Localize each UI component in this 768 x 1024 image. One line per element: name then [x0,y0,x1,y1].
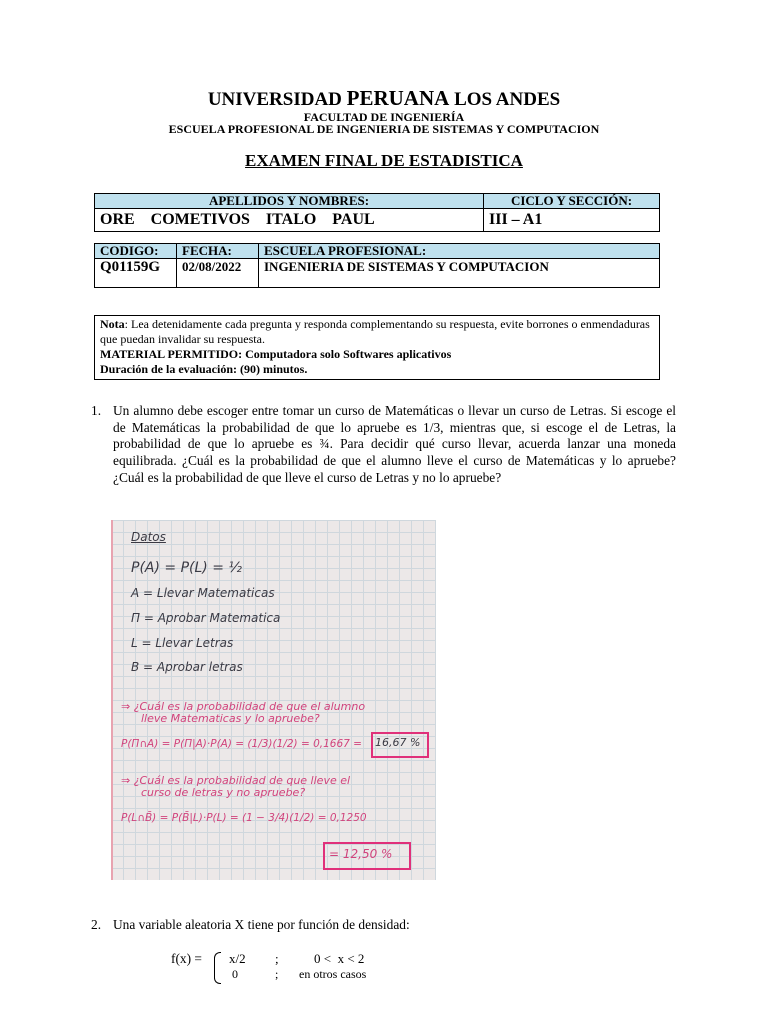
case1-cond: 0 < x < 2 [314,951,365,966]
hw-line: B = Aprobar letras [131,660,243,674]
case1-expr: x/2 [229,951,246,966]
hw-question: ⇒ ¿Cuál es la probabilidad de que lleve el [121,774,351,787]
question-number: 2. [91,917,102,932]
case1-sep: ; [275,951,279,966]
school-name: ESCUELA PROFESIONAL DE INGENIERIA DE SISTEMAS Y COMPUTACION [168,122,600,136]
hw-question: ⇒ ¿Cuál es la probabilidad de que el alumno [121,700,366,713]
cycle-value: III – A1 [484,209,660,232]
hw-line: L = Llevar Letras [131,636,234,650]
question-text: Un alumno debe escoger entre tomar un curso de Matemáticas o llevar un curso de Letras. Si escoge el de Matemáticas la probabilidad de que lo apruebe es 1/3, mientras que, si escoge el de Letras, la probabilidad de que lo apruebe es ¾. Para decidir qué curso llevar, acuerda lanzar una moneda equilibrada. ¿Cuál es la probabilidad de que el alumno lleve el curso de Matemáticas y lo apruebe? ¿Cuál es la probabilidad de que lleve el curso de Letras y no lo apruebe? [113,403,676,485]
handwritten-solution-photo [111,520,436,880]
names-value: ORE COMETIVOS ITALO PAUL [95,209,484,232]
density-function-label: f(x) = [171,951,202,966]
hw-line: Π = Aprobar Matematica [131,611,281,625]
code-label: CODIGO: [95,244,177,259]
faculty-name: FACULTAD DE INGENIERÍA [303,110,465,124]
university-title: UNIVERSIDAD PERUANA LOS ANDES [207,86,561,110]
hw-result: = 12,50 % [329,847,393,861]
hw-line: P(A) = P(L) = ½ [131,560,242,576]
student-info-table [94,193,660,232]
hw-formula: P(Π∩A) = P(Π|A)·P(A) = (1/3)(1/2) = 0,1667 = [121,738,362,750]
cycle-label: CICLO Y SECCIÓN: [484,194,660,209]
hw-question: curso de letras y no apruebe? [141,786,306,799]
hw-datos: Datos [131,530,166,544]
instructions-note: Nota: Lea detenidamente cada pregunta y responda complementando su respuesta, evite borrones o enmendaduras que puedan invalidar su respuesta. MATERIAL PERMITIDO: Computadora solo Softwares aplicativos Duración de la evaluación: (90) minutos. [94,315,660,380]
question-text: Una variable aleatoria X tiene por función de densidad: [113,917,410,932]
case2-sep: ; [275,967,279,981]
question-number: 1. [91,403,102,418]
names-label: APELLIDOS Y NOMBRES: [95,194,484,209]
school-label: ESCUELA PROFESIONAL: [259,244,660,259]
piecewise-brace [214,952,221,984]
student-code-table [94,243,660,288]
exam-title: EXAMEN FINAL DE ESTADISTICA [245,151,523,170]
case2-expr: 0 [232,967,238,981]
question-2 [91,917,676,934]
hw-formula: P(L∩B̄) = P(B̄|L)·P(L) = (1 − 3/4)(1/2) = 0,1250 [121,812,367,824]
code-value: Q01159G [95,259,177,288]
date-value: 02/08/2022 [177,259,259,288]
question-1 [91,403,676,487]
hw-line: A = Llevar Matematicas [131,586,275,600]
hw-result: 16,67 % [375,736,421,749]
date-label: FECHA: [177,244,259,259]
school-value: INGENIERIA DE SISTEMAS Y COMPUTACION [259,259,660,288]
case2-cond: en otros casos [299,967,367,981]
hw-question: lleve Matematicas y lo apruebe? [141,712,320,725]
